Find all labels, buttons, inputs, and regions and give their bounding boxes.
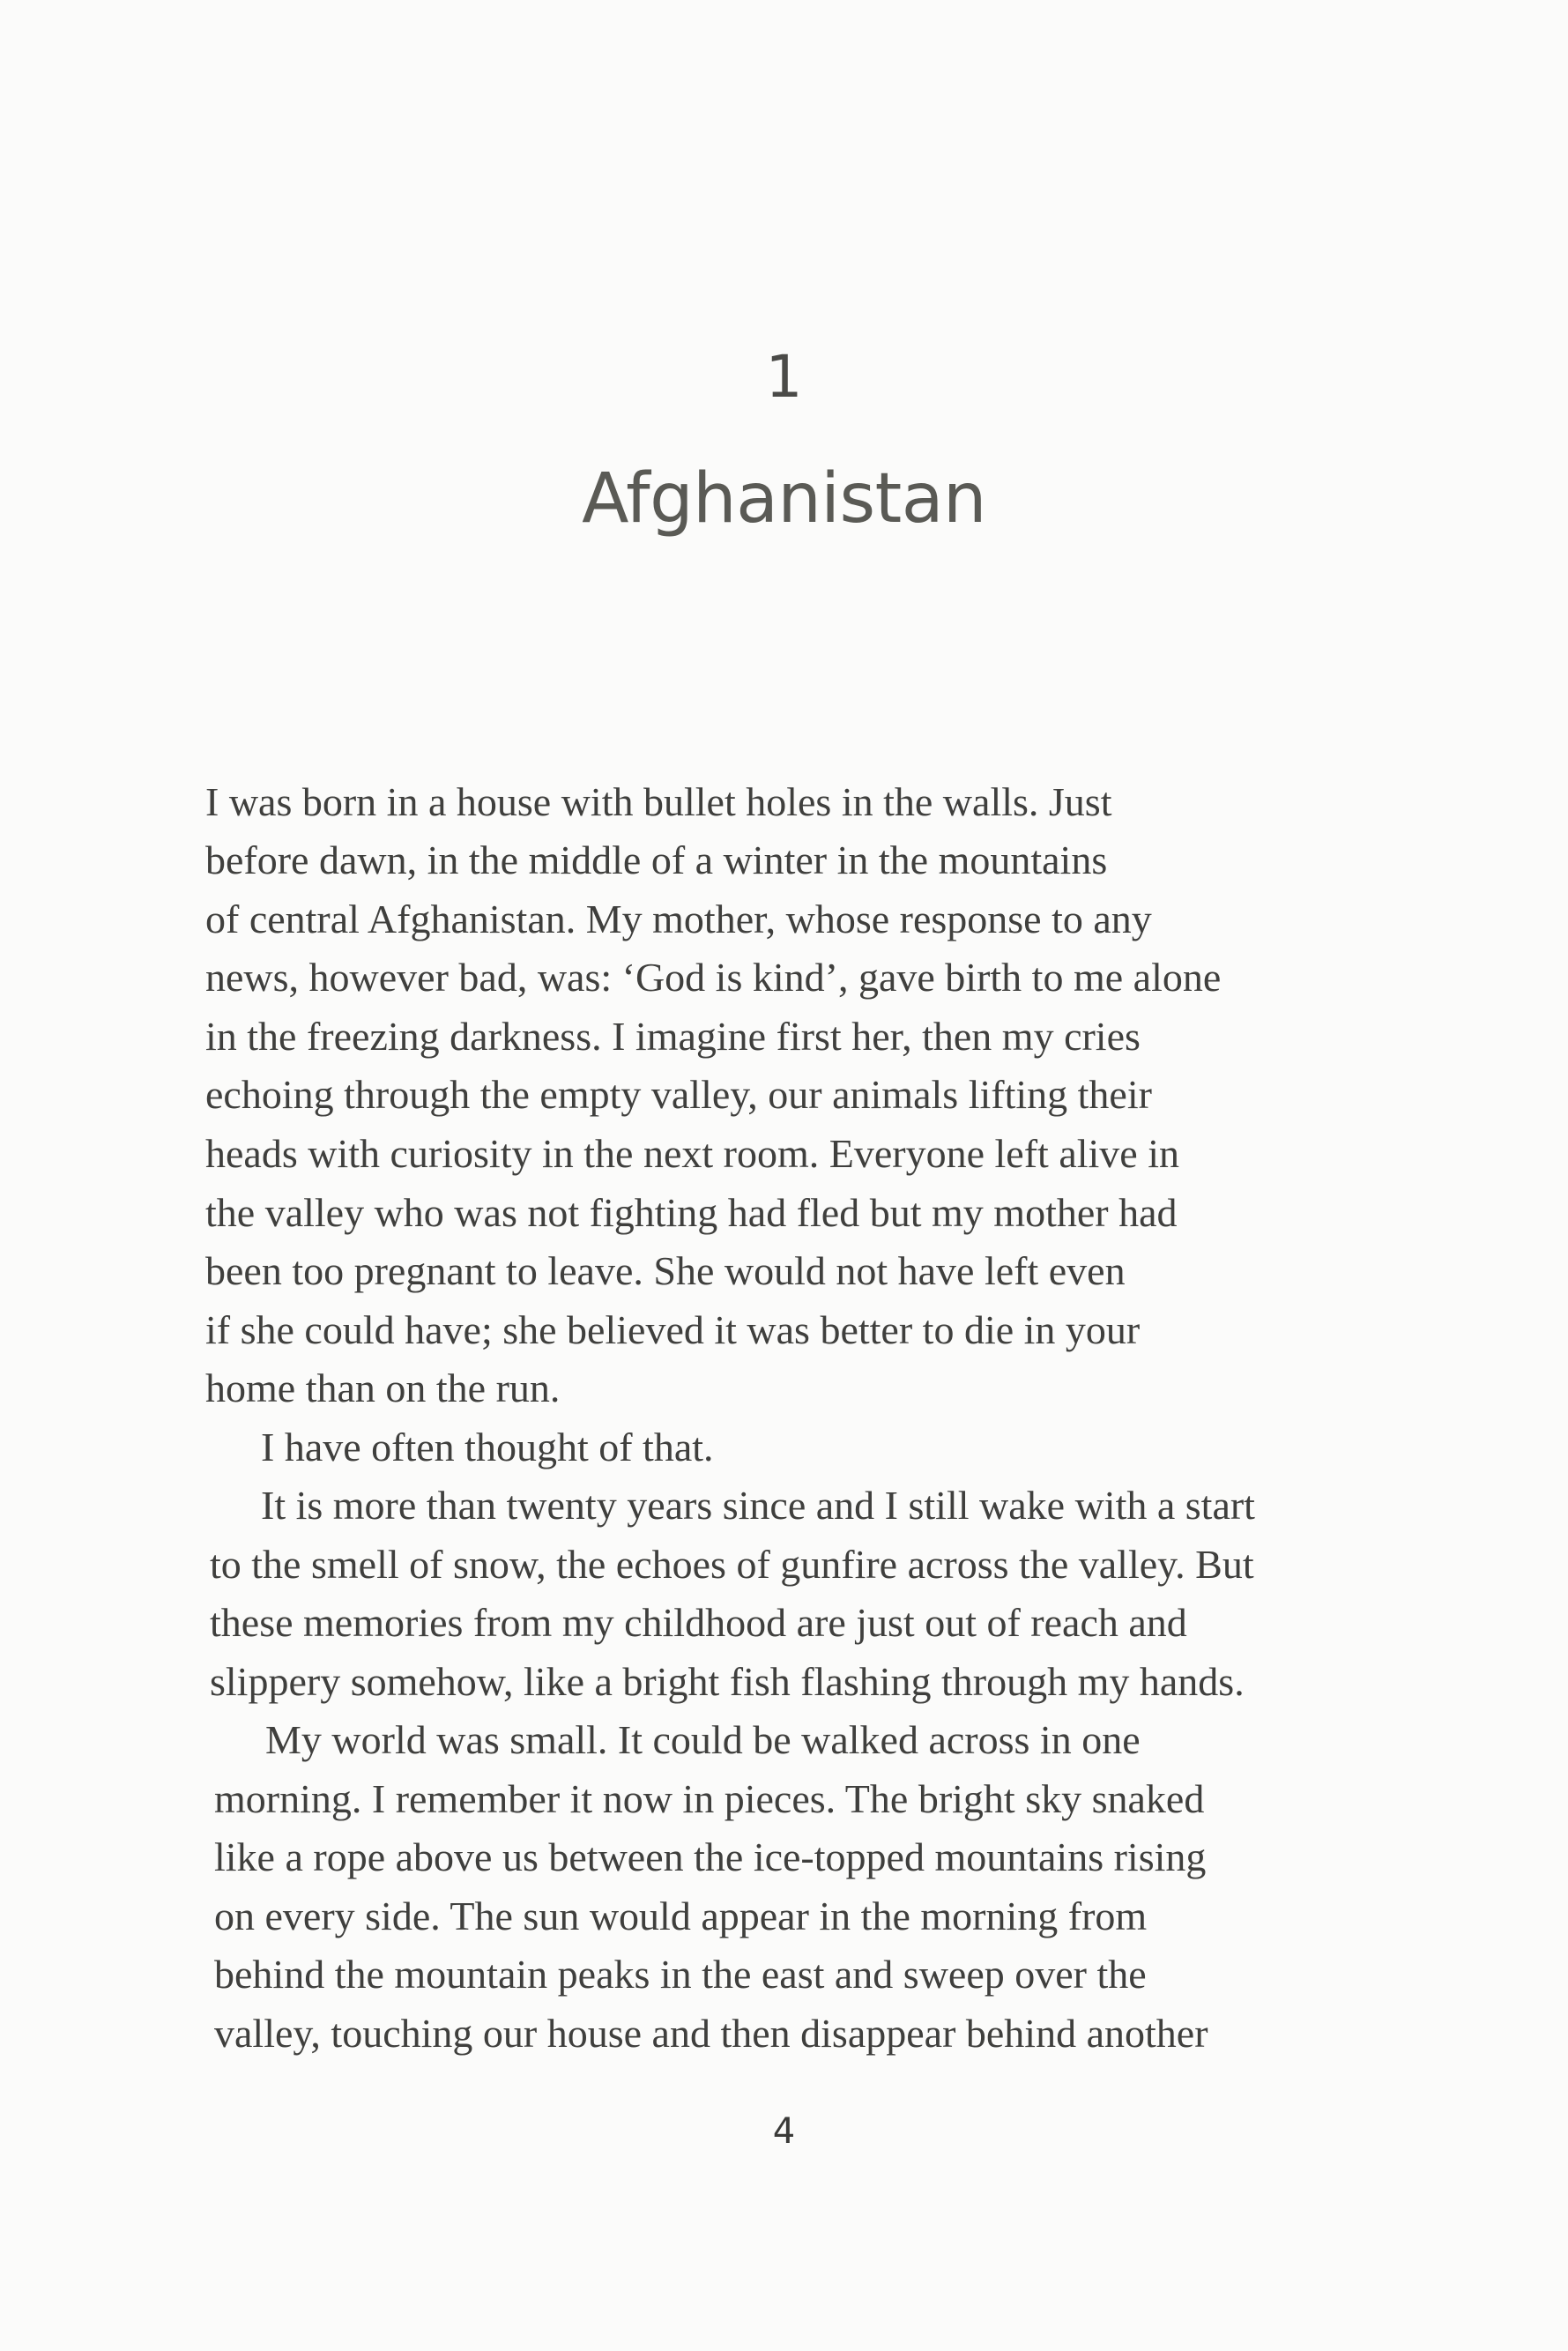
body-line: My world was small. It could be walked across in one	[265, 1717, 1141, 1762]
body-line: heads with curiosity in the next room. Everyone left alive in	[205, 1131, 1179, 1176]
body-line: I was born in a house with bullet holes in the walls. Just	[205, 779, 1112, 824]
body-line: echoing through the empty valley, our animals lifting their	[205, 1072, 1152, 1117]
body-line: in the freezing darkness. I imagine first her, then my cries	[205, 1014, 1141, 1059]
body-line: behind the mountain peaks in the east and sweep over the	[214, 1952, 1147, 1997]
body-line: news, however bad, was: ‘God is kind’, gave birth to me alone	[205, 955, 1222, 1000]
page-number: 4	[772, 2111, 796, 2152]
body-line: of central Afghanistan. My mother, whose response to any	[205, 897, 1152, 941]
body-line: if she could have; she believed it was better to die in your	[205, 1307, 1141, 1352]
body-line: before dawn, in the middle of a winter in the mountains	[205, 837, 1108, 882]
body-line: It is more than twenty years since and I still wake with a start	[261, 1483, 1255, 1528]
body-line: home than on the run.	[205, 1365, 561, 1410]
body-line: been too pregnant to leave. She would not have left even	[205, 1248, 1126, 1293]
body-line: these memories from my childhood are just out of reach and	[210, 1600, 1187, 1645]
body-line: I have often thought of that.	[261, 1425, 714, 1469]
body-line: to the smell of snow, the echoes of gunfire across the valley. But	[210, 1542, 1254, 1587]
body-line: morning. I remember it now in pieces. The bright sky snaked	[214, 1776, 1205, 1821]
body-line: slippery somehow, like a bright fish flashing through my hands.	[210, 1659, 1245, 1704]
body-line: like a rope above us between the ice-topped mountains rising	[214, 1834, 1207, 1879]
body-line: valley, touching our house and then disappear behind another	[214, 2011, 1208, 2056]
chapter-number: 1	[765, 343, 803, 411]
body-line: on every side. The sun would appear in the morning from	[214, 1893, 1148, 1938]
chapter-title: Afghanistan	[582, 459, 986, 539]
body-line: the valley who was not fighting had fled but my mother had	[205, 1190, 1178, 1235]
